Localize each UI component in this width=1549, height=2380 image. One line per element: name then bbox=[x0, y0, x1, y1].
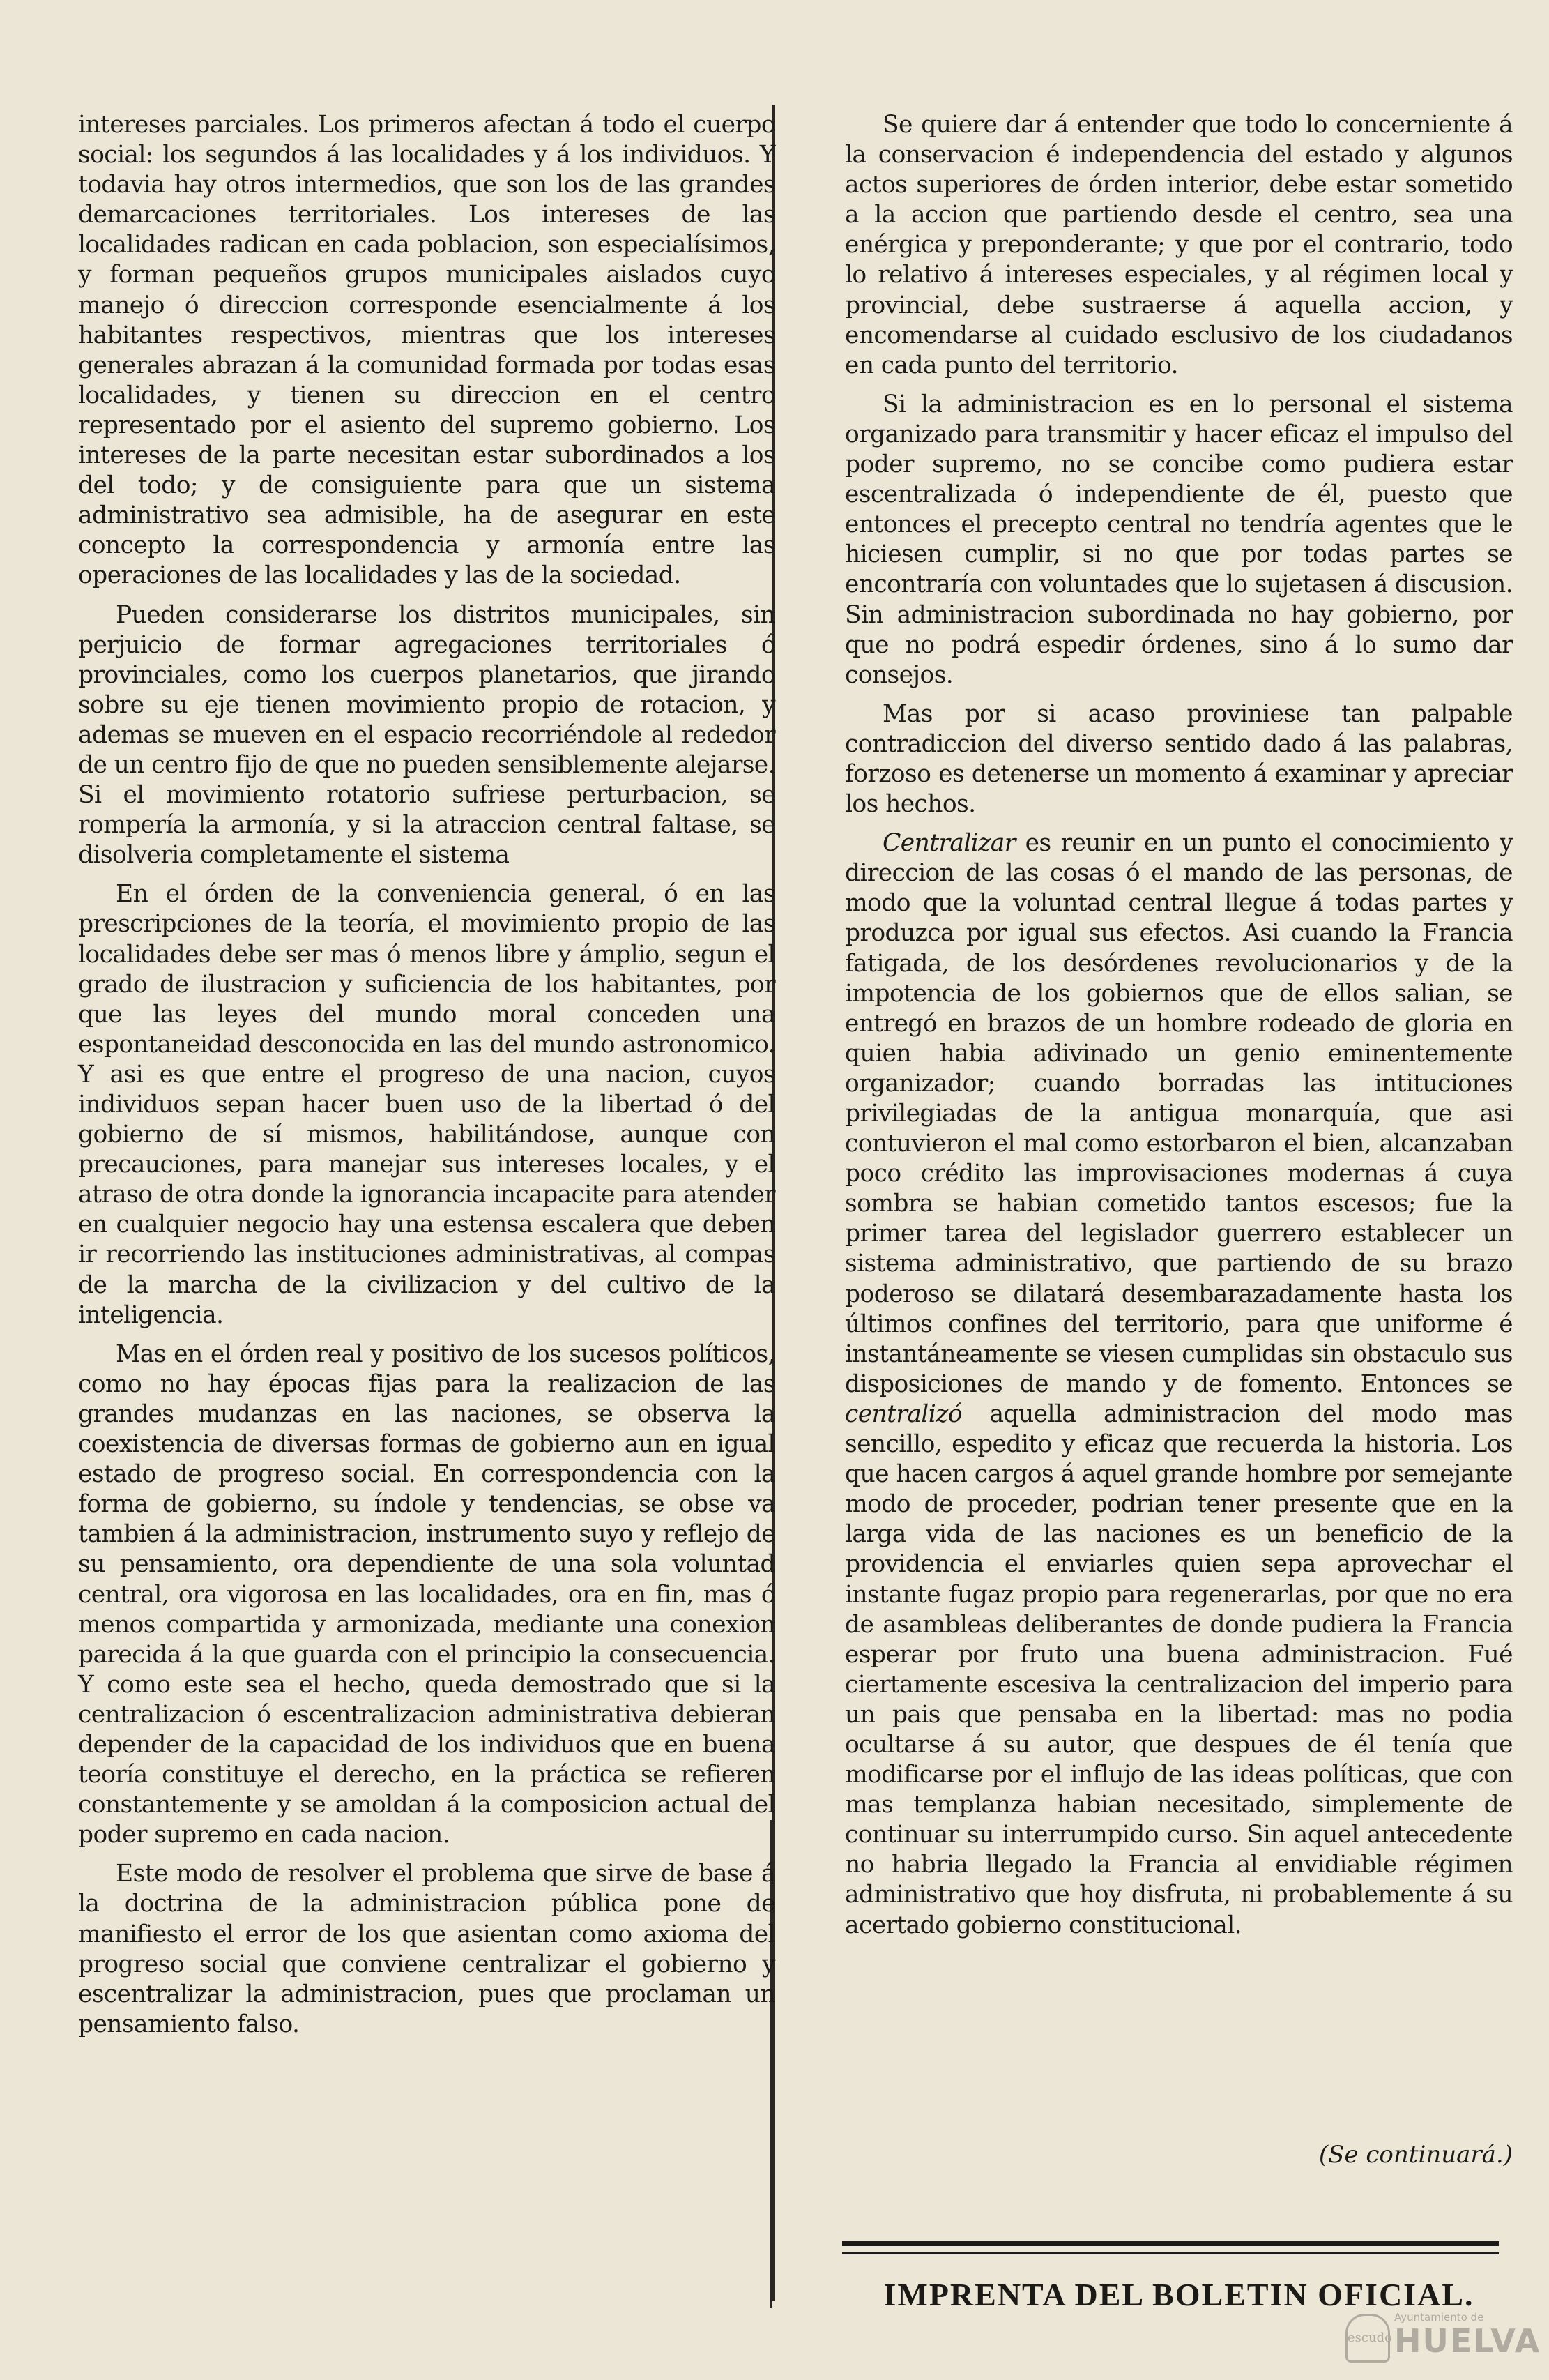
left-column bbox=[78, 110, 775, 2049]
double-rule-thick bbox=[842, 2241, 1499, 2246]
imprint-footer: IMPRENTA DEL BOLETIN OFICIAL. bbox=[883, 2277, 1474, 2312]
term-centralizar: Centralizar bbox=[883, 829, 1016, 858]
paragraph: Este modo de resolver el problema que sirve de base á la doctrina de la administracion pública pone de manifiesto el error de los que asientan como axioma del progreso social que conviene centralizar el gobierno y escentralizar la administracion, pues que proclaman un pensamiento falso. bbox=[78, 1860, 775, 2038]
paragraph-centralizar bbox=[845, 828, 1513, 1940]
archive-watermark bbox=[1345, 2307, 1541, 2364]
watermark-small-text: Ayuntamiento de bbox=[1394, 2311, 1484, 2324]
continuation-note: (Se continuará.) bbox=[1318, 2141, 1513, 2169]
paragraph: intereses parciales. Los primeros afectan á todo el cuerpo social: los segundos á las localidades y á los individuos. Y todavia hay otros intermedios, que son los de las grandes demarcaciones territoriales. Los intereses de las localidades radican en cada poblacion, son especialísimos, y forman pequeños grupos municipales aislados cuyo manejo ó direccion corresponde esencialmente á los habitantes respectivos, mientras que los intereses generales abrazan á la comunidad formada por todas esas localidades, y tienen su direccion en el centro representado por el asiento del supremo gobierno. Los intereses de la parte necesitan estar subordinados a los del todo; y de consiguiente para que un sistema administrativo sea admisible, ha de asegurar en este concepto la correspondencia y armonía entre las operaciones de las localidades y las de la sociedad. bbox=[78, 111, 775, 590]
paragraph: Pueden considerarse los distritos municipales, sin perjuicio de formar agregaciones territoriales ó provinciales, como los cuerpos planetarios, que jirando sobre su eje tienen movimiento propio de rotacion, y ademas se mueven en el espacio recorriéndole al rededor de un centro fijo de que no pueden sensiblemente alejarse. Si el movimiento rotatorio sufriese perturbacion, se rompería la armonía, y si la atraccion central faltase, se disolveria completamente el sistema bbox=[78, 600, 775, 870]
paragraph-text: es reunir en un punto el conocimiento y direccion de las cosas ó el mando de las personas, de modo que la voluntad central llegue á todas partes y produzca por igual sus efectos. Asi cuando la Francia fatigada, de los desórdenes revolucionarios y de la impotencia de los gobiernos que de ellos salian, se entregó en brazos de un hombre rodeado de gloria en quien habia adivinado un genio eminentemente organizador; cuando borradas las intituciones privilegiadas de la antigua monarquía, que asi contuvieron el mal como estorbaron el bien, alcanzaban poco crédito las improvisaciones modernas á cuya sombra se habian cometido tantos escesos; fue la primer tarea del legislador guerrero establecer un sistema administrativo, que partiendo de su brazo poderoso se dilatará desembarazadamente hasta los últimos confines del territorio, para que uniforme é instantáneamente se viesen cumplidas sin obstaculo sus disposiciones de mando y de fomento. Entonces se bbox=[845, 829, 1513, 1398]
paragraph: Mas en el órden real y positivo de los sucesos políticos, como no hay épocas fijas para la realizacion de las grandes mudanzas en las naciones, se observa la coexistencia de diversas formas de gobierno aun en igual estado de progreso social. En correspondencia con la forma de gobierno, su índole y tendencias, se obse va tambien á la administracion, instrumento suyo y reflejo de su pensamiento, ora dependiente de una sola voluntad central, ora vigorosa en las localidades, ora en fin, mas ó menos compartida y armonizada, mediante una conexion parecida á la que guarda con el principio la consecuencia. Y como este sea el hecho, queda demostrado que si la centralizacion ó escentralizacion administrativa debieran depender de la capacidad de los individuos que en buena teoría constituye el derecho, en la práctica se refieren constantemente y se amoldan á la composicion actual del poder supremo en cada nacion. bbox=[78, 1340, 775, 1849]
paragraph: En el órden de la conveniencia general, ó en las prescripciones de la teoría, el movimiento propio de las localidades debe ser mas ó menos libre y ámplio, segun el grado de ilustracion y suficiencia de los habitantes, por que las leyes del mundo moral conceden una espontaneidad desconocida en las del mundo astronomico. Y asi es que entre el progreso de una nacion, cuyos individuos sepan hacer buen uso de la libertad ó del gobierno de sí mismos, habilitándose, aunque con precauciones, para manejar sus intereses locales, y el atraso de otra donde la ignorancia incapacite para atender en cualquier negocio hay una estensa escalera que deben ir recorriendo las instituciones administrativas, al compas de la marcha de la civilizacion y del cultivo de la inteligencia. bbox=[78, 880, 775, 1329]
paragraph: Si la administracion es en lo personal el sistema organizado para transmitir y hacer eficaz el impulso del poder supremo, no se concibe como pudiera estar escentralizada ó independiente de él, puesto que entonces el precepto central no tendría agentes que le hiciesen cumplir, si no que por todas partes se encontraría con voluntades que lo sujetasen á discusion. Sin administracion subordinada no hay gobierno, por que no podrá espedir órdenes, sino á lo sumo dar consejos. bbox=[845, 390, 1513, 689]
paragraph-text: aquella administracion del modo mas sencillo, espedito y eficaz que recuerda la historia. Los que hacen cargos á aquel grande hombre por semejante modo de proceder, podrian tener presente que en la larga vida de las naciones es un beneficio de la providencia el enviarles quien sepa aprovechar el instante fugaz propio para regenerarlas, por que no era de asambleas deliberantes de donde pudiera la Francia esperar por fruto una buena administracion. Fué ciertamente escesiva la centralizacion del imperio para un pais que pensaba en la libertad: mas no podia ocultarse á su autor, que despues de él tenía que modificarse por el influjo de las ideas políticas, que con mas templanza habian necesitado, simplemente de continuar su interrumpido curso. Sin aquel antecedente no habria llegado la Francia al envidiable régimen administrativo que hoy disfruta, ni probablemente á su acertado gobierno constitucional. bbox=[845, 1400, 1513, 1939]
coat-of-arms-icon: escudo bbox=[1345, 2314, 1390, 2363]
watermark-big-text: HUELVA bbox=[1394, 2322, 1541, 2360]
paragraph: Mas por si acaso proviniese tan palpable contradiccion del diverso sentido dado á las palabras, forzoso es detenerse un momento á examinar y apreciar los hechos. bbox=[845, 699, 1513, 819]
double-rule-thin bbox=[842, 2252, 1499, 2254]
right-column bbox=[845, 110, 1513, 1950]
paragraph: Se quiere dar á entender que todo lo concerniente á la conservacion é independencia del estado y algunos actos superiores de órden interior, debe estar sometido a la accion que partiendo desde el centro, sea una enérgica y preponderante; y que por el contrario, todo lo relativo á intereses especiales, y al régimen local y provincial, debe sustraerse á aquella accion, y encomendarse al cuidado esclusivo de los ciudadanos en cada punto del territorio. bbox=[845, 111, 1513, 379]
term-centralizo: centralizó bbox=[845, 1400, 962, 1428]
